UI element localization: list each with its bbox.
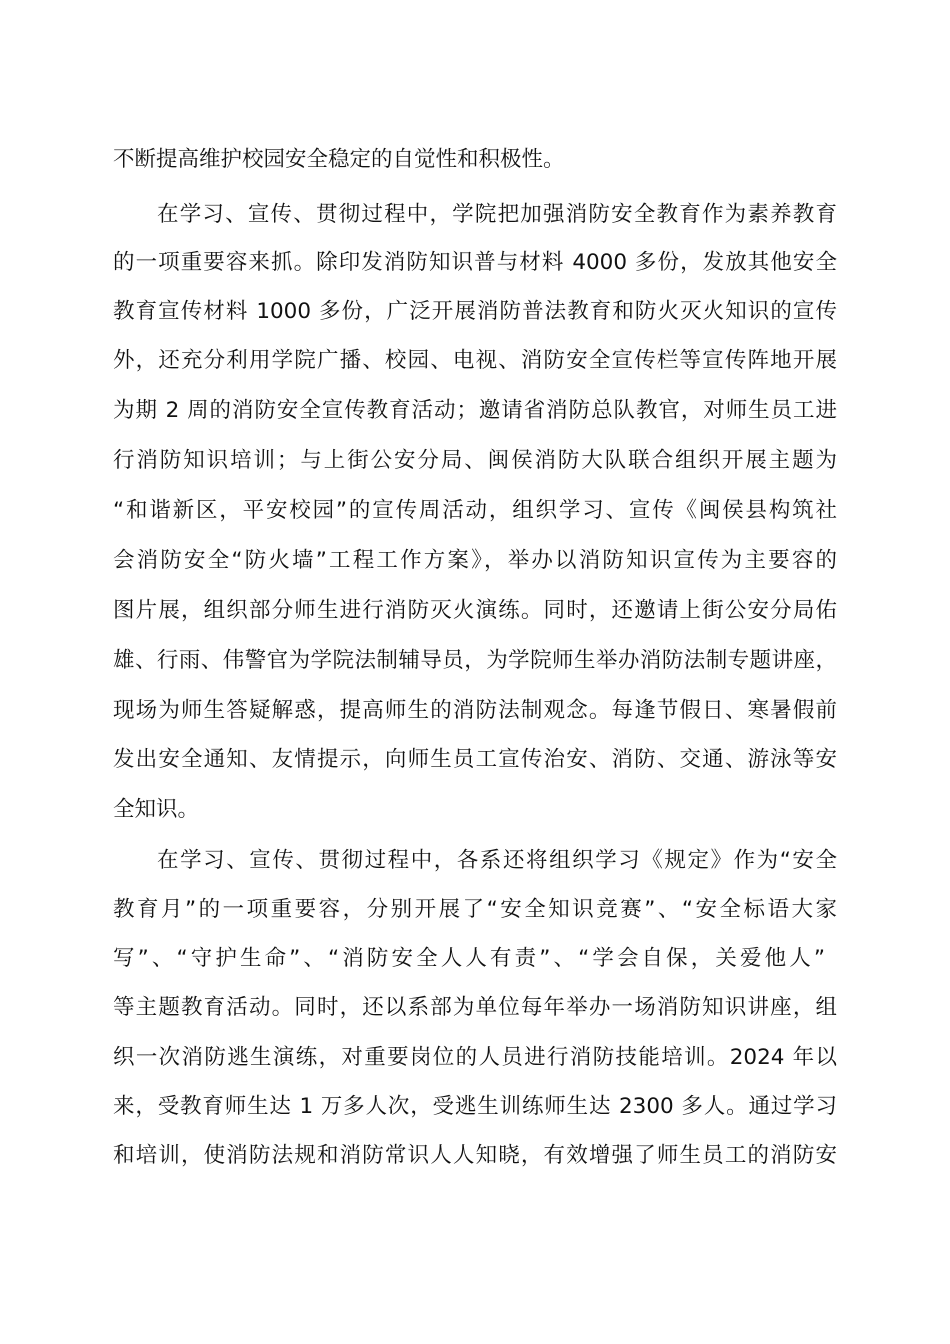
text-line-11: 雄、行雨、伟警官为学院法制辅导员，为学院师生举办消防法制专题讲座，: [113, 648, 837, 673]
text-line-6: 为期 2 周的消防安全宣传教育活动；邀请省消防总队教官，对师生员工进: [113, 398, 837, 423]
text-line-3: 的一项重要容来抓。除印发消防知识普与材料 4000 多份，发放其他安全: [113, 250, 837, 275]
text-line-5: 外，还充分利用学院广播、校园、电视、消防安全宣传栏等宣传阵地开展: [113, 348, 837, 373]
text-line-8: “和谐新区，平安校园”的宣传周活动，组织学习、宣传《闽侯县构筑社: [113, 498, 837, 523]
text-line-16: 教育月”的一项重要容，分别开展了“安全知识竞赛”、“安全标语大家: [113, 897, 837, 922]
text-line-15: 在学习、宣传、贯彻过程中，各系还将组织学习《规定》作为“安全: [157, 848, 837, 873]
text-line-12: 现场为师生答疑解惑，提高师生的消防法制观念。每逢节假日、寒暑假前: [113, 698, 837, 723]
text-line-19: 织一次消防逃生演练，对重要岗位的人员进行消防技能培训。2024 年以: [113, 1045, 837, 1070]
text-line-21: 和培训，使消防法规和消防常识人人知晓，有效增强了师生员工的消防安: [113, 1143, 837, 1168]
text-line-7: 行消防知识培训；与上街公安分局、闽侯消防大队联合组织开展主题为: [113, 448, 837, 473]
text-line-17: 写”、“守护生命”、“消防安全人人有责”、“学会自保，关爱他人”: [113, 946, 825, 971]
text-line-1: 不断提高维护校园安全稳定的自觉性和积极性。: [113, 147, 565, 172]
text-line-4: 教育宣传材料 1000 多份，广泛开展消防普法教育和防火灭火知识的宣传: [113, 299, 837, 324]
text-line-9: 会消防安全“防火墙”工程工作方案》，举办以消防知识宣传为主要容的: [113, 548, 837, 573]
text-line-2: 在学习、宣传、贯彻过程中，学院把加强消防安全教育作为素养教育: [157, 202, 837, 227]
text-line-10: 图片展，组织部分师生进行消防灭火演练。同时，还邀请上街公安分局佑: [113, 598, 837, 623]
text-line-14: 全知识。: [113, 797, 200, 822]
text-line-18: 等主题教育活动。同时，还以系部为单位每年举办一场消防知识讲座，组: [113, 995, 837, 1020]
text-line-13: 发出安全通知、友情提示，向师生员工宣传治安、消防、交通、游泳等安: [113, 747, 837, 772]
text-line-20: 来，受教育师生达 1 万多人次，受逃生训练师生达 2300 多人。通过学习: [113, 1094, 837, 1119]
